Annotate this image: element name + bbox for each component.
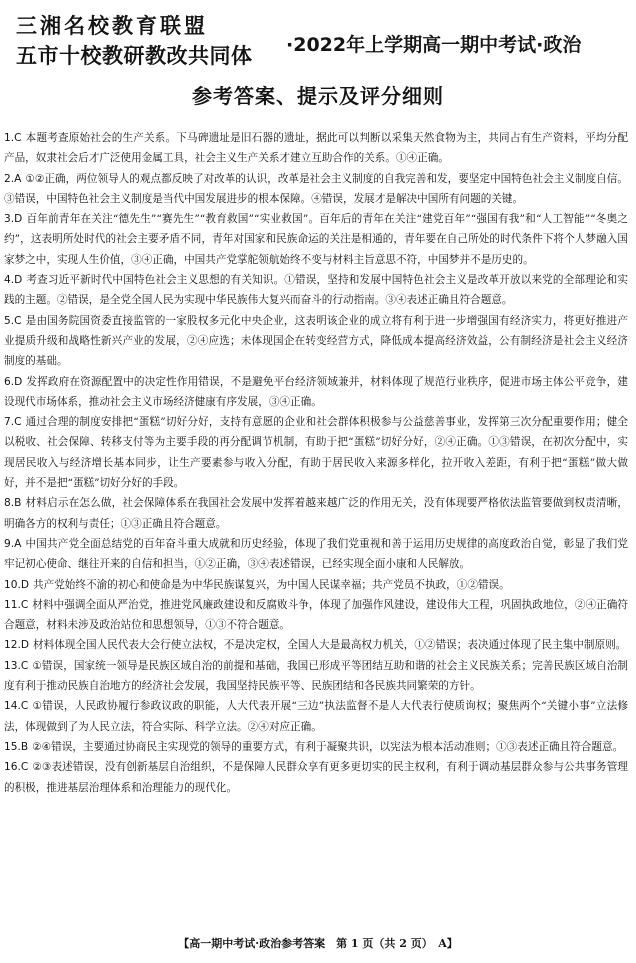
answer-item-6: 6.D 发挥政府在资源配置中的决定性作用错误，不是避免平台经济领域兼并，材料体现了规范行业秩序，促进市场主体公平竞争，建设现代市场体系，推动社会主义市场经济健康有序发展，③④正确。 [4,375,628,408]
answer-item-9: 9.A 中国共产党全面总结党的百年奋斗重大成就和历史经验，体现了我们党重视和善于运用历史规律的高度政治自觉，彰显了我们党牢记初心使命、继往开来的自信和担当，①②正确，③④表述错误，已经实现全面小康和人民解放。 [4,537,628,571]
document-title: 参考答案、提示及评分细则 [192,84,444,108]
answer-item-4: 4.D 考查习近平新时代中国特色社会主义思想的有关知识。①错误，坚持和发展中国特色社会主义是改革开放以来党的全部理论和实践的主题。②错误，是全党全国人民为实现中华民族伟大复兴而奋斗的行动指南。③④表述正确且符合题意。 [4,274,628,307]
page-footer: 【高一期中考试·政治参考答案 第 1 页（共 2 页） A】 [178,937,458,950]
answer-item-1: 1.C 本题考查原始社会的生产关系。下马碑遗址是旧石器的遗址，据此可以判断以采集天然食物为主，共同占有生产资料，平均分配产品，奴隶社会后才广泛使用金属工具，社会主义生产关系才建立互助合作的关系。①④正确。 [4,132,628,165]
answer-item-13: 13.C ①错误，国家统一领导是民族区域自治的前提和基础，我国已形成平等团结互助和谐的社会主义民族关系；完善民族区域自治制度有利于推动民族自治地方的经济社会发展，我国坚持民族平等、民族团结和各民族共同繁荣的方针。 [4,659,628,693]
answer-item-16: 16.C ②③表述错误，没有创新基层自治组织，不是保障人民群众享有更多更切实的民主权利，有利于调动基层群众参与公共事务管理的积极，推进基层治理体系和治理能力的现代化。 [4,761,628,794]
answer-item-3: 3.D 百年前青年在关注“德先生”“赛先生”“教育救国”“实业救国”。百年后的青年在关注“建党百年”“强国有我”和“人工智能”“冬奥之约”，这表明所处时代的社会主要矛盾不同，青年对国家和民族命运的关注是相通的，青年要在自己所处的时代条件下将个人梦融入国家梦之中，实现人生价值，③④正确，中国共产党掌舵领航始终不变与材料主旨意思不符，中国梦并不是历史的。 [4,213,628,266]
answer-item-12: 12.D 材料体现全国人民代表大会行使立法权，不是决定权，全国人大是最高权力机关，①②错误；表决通过体现了民主集中制原则。 [4,639,627,652]
answer-item-15: 15.B ②④错误，主要通过协商民主实现党的领导的重要方式，有利于凝聚共识，以宪法为根本活动准则；①③表述正确且符合题意。 [4,740,624,753]
org-line-2: 五市十校教研教改共同体 [16,44,253,68]
organization-name [16,12,253,70]
answer-item-8: 8.B 材料启示在怎么做，社会保障体系在我国社会发展中发挥着越来越广泛的作用无关，没有体现要严格依法监管要做到权责清晰，明确各方的权利与责任；①③正确且符合题意。 [4,497,628,530]
answer-item-14: 14.C ①错误，人民政协履行参政议政的职能，人大代表开展“三边”执法监督不是人大代表行使质询权；聚焦两个“关键小事”立法修法，体现做到了为人民立法，符合实际、科学立法。②④对应正确。 [4,700,628,733]
header [8,6,628,126]
answer-item-2: 2.A ①②正确，两位领导人的观点都反映了对改革的认识，改革是社会主义制度的自我完善和发，要坚定中国特色社会主义制度自信。③错误，中国特色社会主义制度是当代中国发展进步的根本保障。④错误，发展才是解决中国所有问题的关键。 [4,172,628,205]
answer-item-5: 5.C 是由国务院国资委直接监管的一家股权多元化中央企业，这表明该企业的成立将有利于进一步增强国有经济实力，将更好推进产业提质升级和战略性新兴产业的发展，②④应选；未体现国企在转变经营方式，降低成本提高经济效益，公有制经济是社会主义经济制度的基础。 [4,314,628,368]
org-line-1: 三湘名校教育联盟 [16,14,208,38]
answer-list [4,128,628,798]
answer-item-7: 7.C 通过合理的制度安排把“蛋糕”切好分好，支持有意愿的企业和社会群体积极参与公益慈善事业，发挥第三次分配重要作用；健全以税收、社会保障、转移支付等为主要手段的再分配调节机制，有助于把“蛋糕”切好分好，②④正确。①③错误，在初次分配中，实现居民收入与经济增长基本同步，让生产要素参与收入分配，有助于居民收入来源多样化，拉开收入差距，有利于把“蛋糕”做大做好，并不是把“蛋糕”切好分好的手段。 [4,416,628,490]
answer-item-10: 10.D 共产党始终不渝的初心和使命是为中华民族谋复兴，为中国人民谋幸福；共产党员不执政，①②错误。 [4,578,510,591]
exam-title: ·2022年上学期高一期中考试·政治 [286,34,582,56]
answer-item-11: 11.C 材料中强调全面从严治党，推进党风廉政建设和反腐败斗争，体现了加强作风建设，建设伟大工程，巩固执政地位，②④正确符合题意，材料未涉及政治站位和思想领导，①③不符合题意。 [4,598,628,632]
